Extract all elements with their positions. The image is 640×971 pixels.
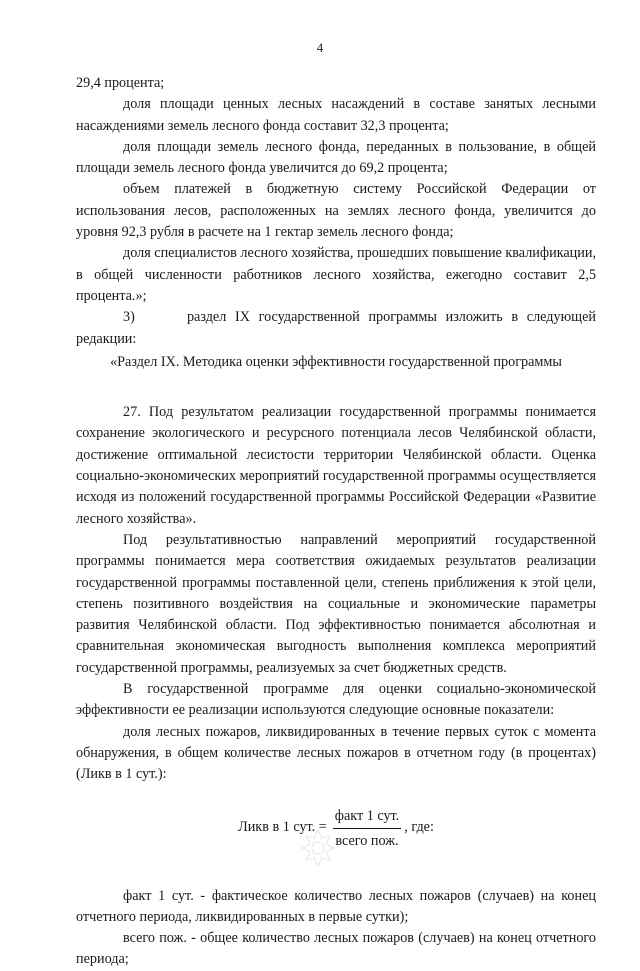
- paragraph-top-2: доля площади ценных лесных насаждений в составе занятых лесными насаждениями земель лесного фонда составит 32,3 процента;: [76, 96, 596, 134]
- paragraph-top-6: 3) раздел IX государственной программы изложить в следующей редакции:: [76, 309, 596, 347]
- section-heading: «Раздел IX. Методика оценки эффективности государственной программы: [110, 353, 562, 370]
- paragraph-middle-4: доля лесных пожаров, ликвидированных в течение первых суток с момента обнаружения, в общем количестве лесных пожаров в отчетном году (в процентах) (Ликв в 1 сут.):: [76, 723, 596, 783]
- middle-paragraphs: [76, 402, 596, 785]
- formula-lhs: Ликв в 1 сут. =: [238, 819, 327, 836]
- paragraph-middle-3: В государственной программе для оценки социально-экономической эффективности ее реализации используются следующие основные показатели:: [76, 681, 596, 719]
- paragraph-bottom-2: всего пож. - общее количество лесных пожаров (случаев) на конец отчетного периода;: [76, 930, 596, 968]
- paragraph-top-4: объем платежей в бюджетную систему Российской Федерации от использования лесов, расположенных на землях лесного фонда, увеличится до уровня 92,3 рубля в расчете на 1 гектар земель лесного фонда;: [76, 181, 596, 241]
- formula-numerator: факт 1 сут.: [333, 807, 401, 829]
- paragraph-top-1: 29,4 процента;: [76, 75, 165, 91]
- paragraph-middle-1: 27. Под результатом реализации государственной программы понимается сохранение экологического и ресурсного потенциала лесов Челябинской области, достижение оптимальной лесистости территории Челябинской области. Оценка социально-экономических мероприятий государственной программы осуществляется исходя из положений государственной программы Российской Федерации «Развитие лесного хозяйства».: [76, 404, 596, 527]
- faint-emblem-icon: [296, 826, 340, 870]
- formula-fraction: [333, 807, 401, 850]
- top-paragraphs: [76, 73, 596, 350]
- bottom-paragraphs: [76, 886, 596, 971]
- page-number: 4: [316, 40, 324, 55]
- paragraph-middle-2: Под результативностью направлений мероприятий государственной программы понимается мера соответствия ожидаемых результатов реализации государственной программы поставленной цели, степень приближения к этой цели, степень позитивного воздействия на социальные и экономические параметры развития Челябинской области. Под эффективностью понимается абсолютная и сравнительная экономическая выгодность выполнения комплекса мероприятий государственной программы, реализуемых за счет бюджетных средств.: [76, 531, 596, 676]
- paragraph-top-3: доля площади земель лесного фонда, переданных в пользование, в общей площади земель лесного фонда увеличится до 69,2 процента;: [76, 138, 596, 177]
- paragraph-top-5: доля специалистов лесного хозяйства, прошедших повышение квалификации, в общей численности работников лесного хозяйства, ежегодно составит 2,5 процента.»;: [76, 245, 596, 304]
- formula-denominator: всего пож.: [335, 832, 399, 849]
- paragraph-bottom-1: факт 1 сут. - фактическое количество лесных пожаров (случаев) на конец отчетного периода, ликвидированных в первые сутки);: [76, 887, 596, 925]
- formula-tail: , где:: [404, 819, 434, 836]
